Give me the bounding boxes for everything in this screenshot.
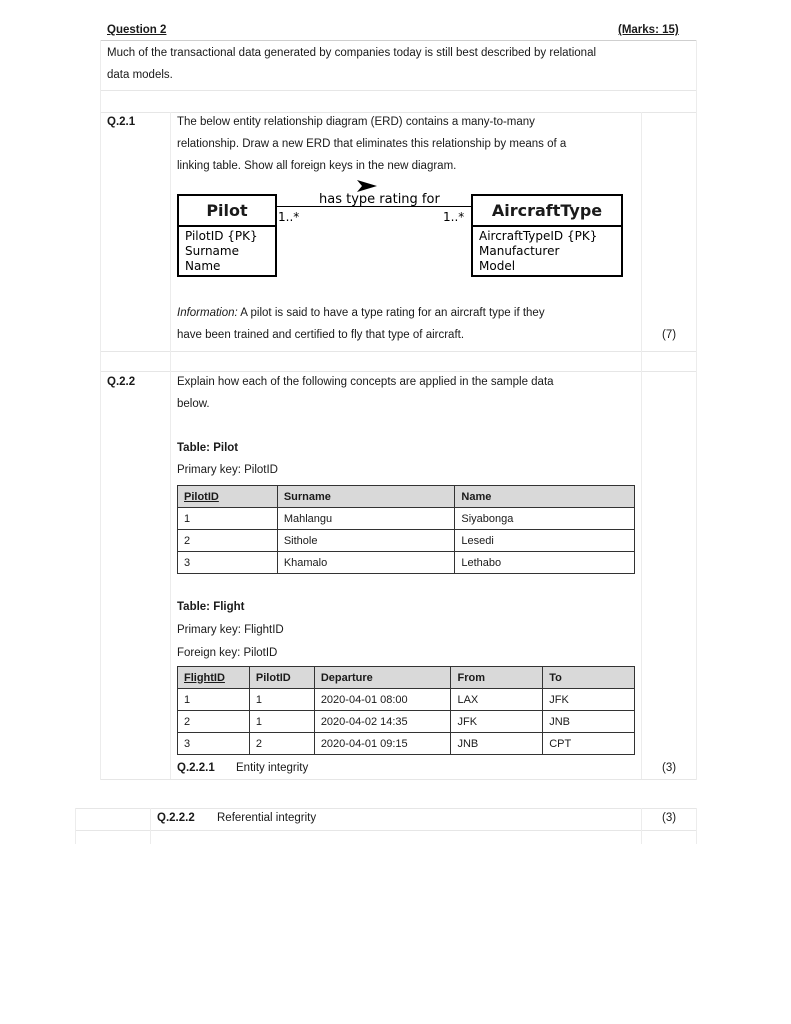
entity-aircrafttype (471, 194, 623, 277)
table-cell: 2 (249, 733, 314, 755)
q222-marks: (3) (662, 812, 677, 824)
flight-table-title: Table: Flight (177, 601, 245, 613)
question-marks: (Marks: 15) (618, 24, 679, 36)
pilot-table-header: PilotID (178, 486, 278, 508)
pilot-table-header: Surname (277, 486, 455, 508)
arrow-right-icon (355, 179, 379, 193)
table-cell: JNB (451, 733, 543, 755)
table-cell: Sithole (277, 530, 455, 552)
q21-info-line-2: have been trained and certified to fly that type of aircraft. (177, 329, 465, 341)
q21-text-line-1: The below entity relationship diagram (ERD) contains a many-to-many (177, 116, 535, 128)
table-cell: Lethabo (455, 552, 635, 574)
entity-aircrafttype-name: AircraftType (473, 196, 621, 227)
flight-table-header: FlightID (178, 667, 250, 689)
table-cell: 1 (178, 508, 278, 530)
entity-pilot-attr: PilotID {PK} (185, 229, 258, 243)
entity-pilot (177, 194, 277, 277)
flight-table-header: From (451, 667, 543, 689)
table-row (178, 689, 635, 711)
intro-line-1: Much of the transactional data generated by companies today is still best described by relational (107, 47, 597, 59)
table-cell: 3 (178, 733, 250, 755)
table-cell: 1 (249, 689, 314, 711)
table-row (178, 711, 635, 733)
table-cell: 2020-04-02 14:35 (314, 711, 451, 733)
pilot-table-header: Name (455, 486, 635, 508)
entity-pilot-attr: Surname (185, 244, 239, 258)
q222-number: Q.2.2.2 (157, 812, 195, 824)
flight-table-header: To (543, 667, 635, 689)
table-cell: 2020-04-01 09:15 (314, 733, 451, 755)
pilot-table (177, 485, 635, 574)
entity-pilot-attr: Name (185, 259, 221, 273)
q221-number: Q.2.2.1 (177, 762, 215, 774)
table-row (178, 733, 635, 755)
q221-label: Entity integrity (236, 762, 309, 774)
entity-pilot-name: Pilot (179, 196, 275, 227)
table-cell: LAX (451, 689, 543, 711)
q21-info-line-1 (177, 307, 545, 319)
table-cell: CPT (543, 733, 635, 755)
table-cell: Mahlangu (277, 508, 455, 530)
flight-table-pk: Primary key: FlightID (177, 624, 284, 636)
pilot-table-title: Table: Pilot (177, 442, 239, 454)
table-cell: Lesedi (455, 530, 635, 552)
table-row (178, 508, 635, 530)
q21-info-text: A pilot is said to have a type rating for an aircraft type if they (237, 307, 545, 319)
entity-aircrafttype-attr: Model (479, 259, 516, 273)
q21-number: Q.2.1 (107, 116, 136, 128)
flight-table-header: PilotID (249, 667, 314, 689)
table-cell: 2 (178, 711, 250, 733)
q22-number: Q.2.2 (107, 376, 136, 388)
flight-table-header: Departure (314, 667, 451, 689)
table-cell: 3 (178, 552, 278, 574)
q221-marks: (3) (662, 762, 677, 774)
erd-relationship-label: has type rating for (319, 192, 440, 207)
q222-label: Referential integrity (217, 812, 317, 824)
table-cell: Siyabonga (455, 508, 635, 530)
table-cell: 2020-04-01 08:00 (314, 689, 451, 711)
table-cell: JNB (543, 711, 635, 733)
erd-left-multiplicity: 1..* (278, 210, 300, 224)
table-cell: 2 (178, 530, 278, 552)
flight-table-fk: Foreign key: PilotID (177, 647, 278, 659)
table-row (178, 530, 635, 552)
q21-text-line-3: linking table. Show all foreign keys in the new diagram. (177, 160, 457, 172)
q21-info-label: Information: (177, 307, 238, 319)
table-cell: 1 (178, 689, 250, 711)
entity-aircrafttype-attr: AircraftTypeID {PK} (479, 229, 598, 243)
table-cell: JFK (543, 689, 635, 711)
q21-marks: (7) (662, 329, 677, 341)
table-cell: JFK (451, 711, 543, 733)
entity-aircrafttype-attr: Manufacturer (479, 244, 560, 258)
table-cell: Khamalo (277, 552, 455, 574)
q22-text-line-2: below. (177, 398, 210, 410)
intro-line-2: data models. (107, 69, 173, 81)
q21-text-line-2: relationship. Draw a new ERD that eliminates this relationship by means of a (177, 138, 567, 150)
table-row (178, 552, 635, 574)
question-title: Question 2 (107, 24, 167, 36)
pilot-table-pk: Primary key: PilotID (177, 464, 278, 476)
flight-table (177, 666, 635, 755)
q22-text-line-1: Explain how each of the following concepts are applied in the sample data (177, 376, 554, 388)
table-cell: 1 (249, 711, 314, 733)
erd-right-multiplicity: 1..* (443, 210, 465, 224)
